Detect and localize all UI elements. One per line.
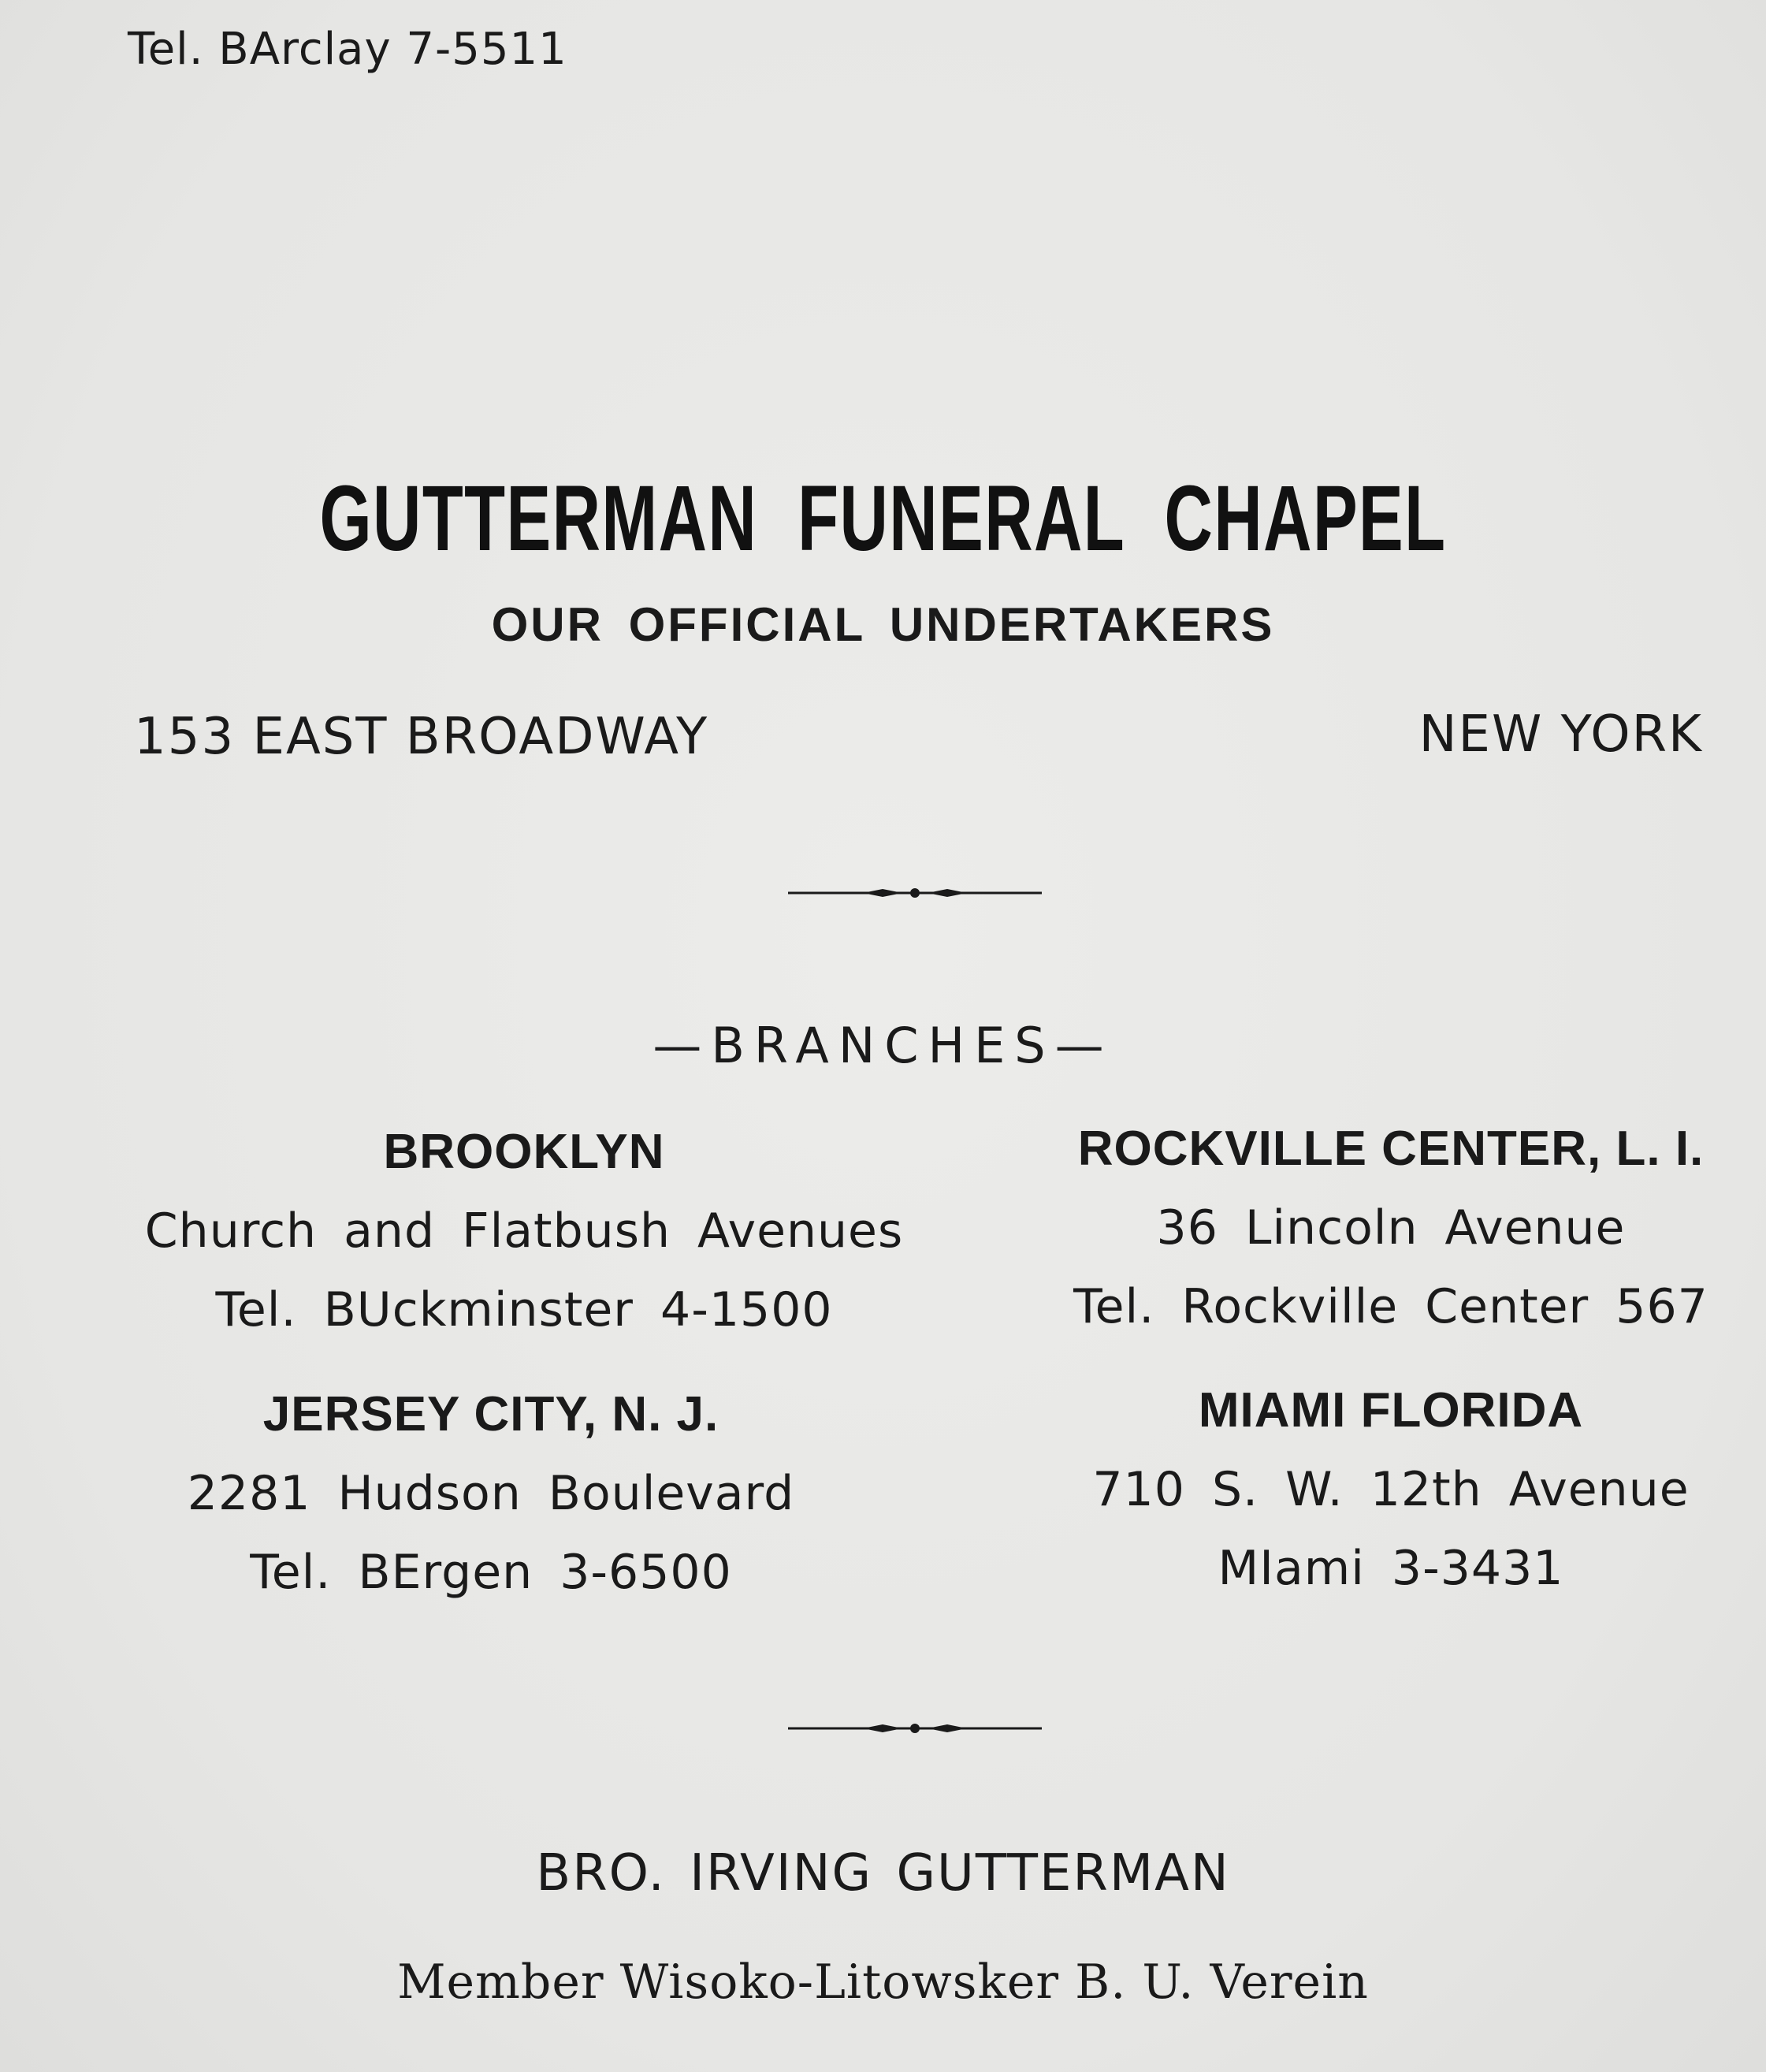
branch-jersey-city	[77, 1375, 905, 1612]
branch-brooklyn	[110, 1113, 938, 1349]
branch-miami	[977, 1371, 1766, 1608]
branch-name: JERSEY CITY, N. J.	[262, 1387, 719, 1441]
branches-heading: —BRANCHES—	[652, 1017, 1114, 1074]
page-title: GUTTERMAN FUNERAL CHAPEL	[319, 467, 1447, 571]
branch-rockville-center	[977, 1110, 1766, 1346]
footer-membership: Member Wisoko-Litowsker B. U. Verein	[397, 1955, 1369, 2010]
main-address: 153 EAST BROADWAY	[134, 708, 709, 766]
branch-phone: MIami 3-3431	[1218, 1541, 1564, 1596]
footer-name: BRO. IRVING GUTTERMAN	[536, 1844, 1230, 1903]
branch-address: Church and Flatbush Avenues	[144, 1203, 904, 1259]
header-telephone: Tel. BArclay 7-5511	[128, 24, 567, 75]
branch-address: 710 S. W. 12th Avenue	[1092, 1462, 1690, 1517]
branch-phone: Tel. BUckminster 4-1500	[215, 1282, 833, 1337]
ornament-divider-top	[788, 881, 1042, 905]
branch-name: ROCKVILLE CENTER, L. I.	[1077, 1122, 1705, 1176]
main-city: NEW YORK	[1418, 705, 1703, 764]
branch-name: BROOKLYN	[383, 1125, 665, 1179]
branch-address: 2281 Hudson Boulevard	[187, 1466, 795, 1521]
branch-phone: Tel. BErgen 3-6500	[250, 1545, 732, 1600]
branch-address: 36 Lincoln Avenue	[1156, 1200, 1626, 1255]
subtitle: OUR OFFICIAL UNDERTAKERS	[491, 598, 1275, 651]
branch-name: MIAMI FLORIDA	[1198, 1383, 1584, 1438]
branch-phone: Tel. Rockville Center 567	[1073, 1279, 1708, 1334]
ornament-divider-bottom	[788, 1717, 1042, 1740]
